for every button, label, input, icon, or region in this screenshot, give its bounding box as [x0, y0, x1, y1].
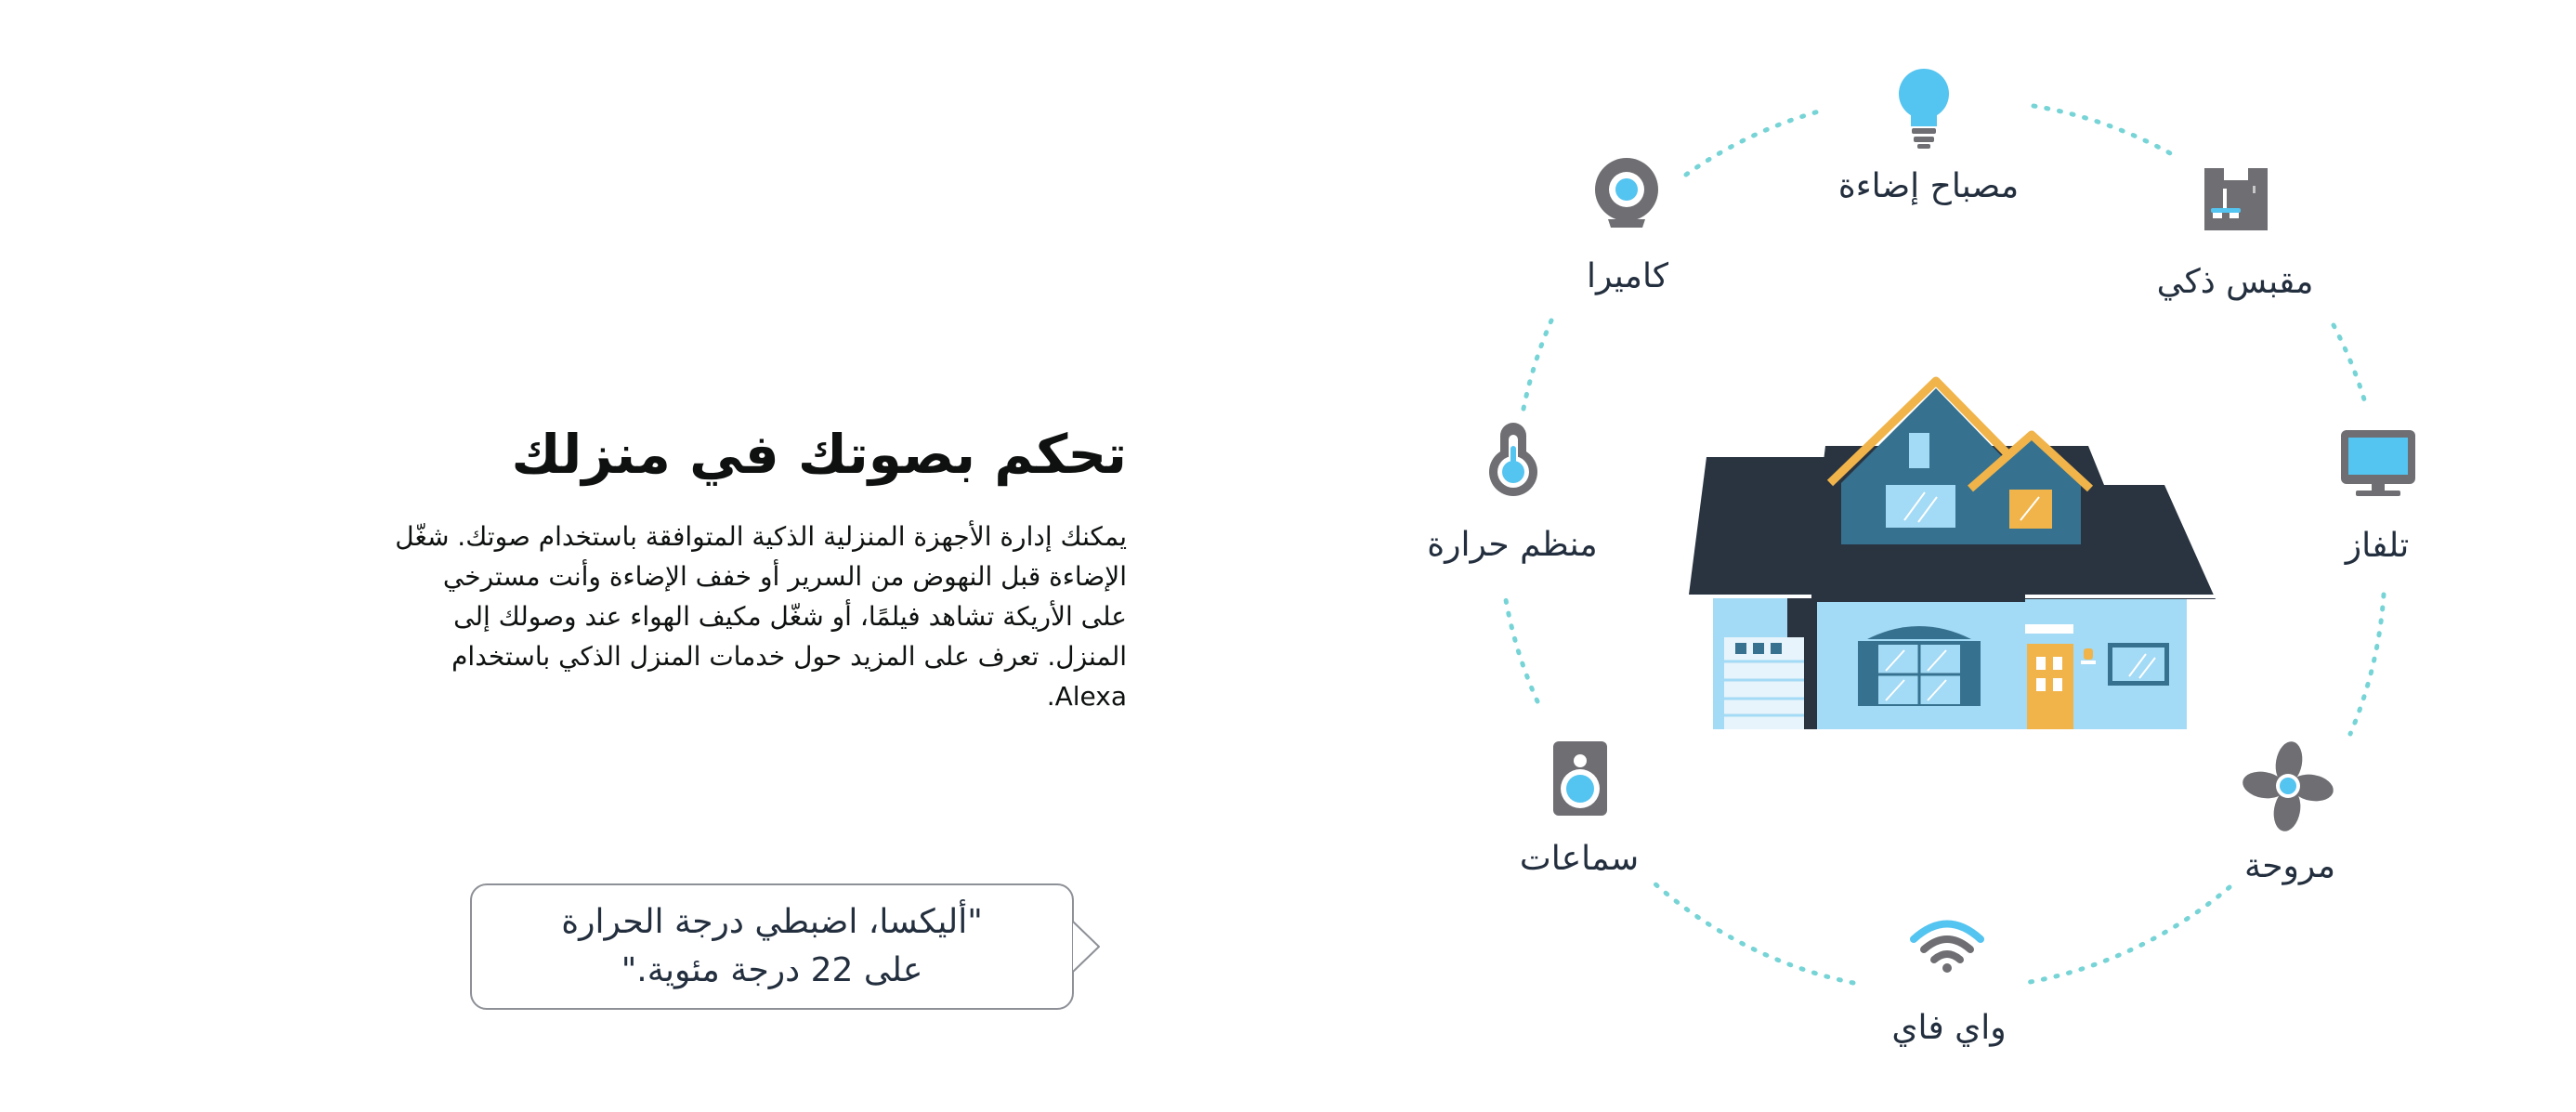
- section-description: يمكنك إدارة الأجهزة المنزلية الذكية المتوافقة باستخدام صوتك. شغّل الإضاءة قبل النهوض من السرير أو خفف الإضاءة وأنت مسترخي على الأريكة تشاهد فيلمًا، أو شغّل مكيف الهواء عند وصولك إلى المنزل. تعرف على المزيد حول خدمات المنزل الذكي باستخدام Alexa.: [395, 521, 1127, 712]
- smart-plug-label: مقبس ذكي: [2156, 263, 2314, 301]
- camera-icon: [1595, 158, 1658, 228]
- smart-plug-icon: [2204, 168, 2268, 230]
- voice-command-line-1: "أليكسا، اضبطي درجة الحرارة: [561, 903, 983, 941]
- camera-label: كاميرا: [1586, 257, 1669, 295]
- light-bulb-icon: [1899, 69, 1949, 149]
- thermometer-icon: [1489, 423, 1537, 496]
- fan-icon: [2241, 739, 2335, 833]
- wifi-icon: [1914, 924, 1981, 974]
- house-illustration: [1689, 381, 2216, 729]
- fan-label: مروحة: [2243, 847, 2336, 885]
- thermostat-label: منظم حرارة: [1427, 526, 1598, 564]
- wifi-label: واي فاي: [1891, 1009, 2007, 1047]
- tv-icon: [2341, 430, 2415, 496]
- voice-command-line-2: على 22 درجة مئوية.": [621, 951, 923, 989]
- light-bulb-label: مصباح إضاءة: [1837, 167, 2020, 205]
- section-heading: تحكم بصوتك في منزلك: [511, 423, 1127, 486]
- speakers-label: سماعات: [1519, 840, 1640, 878]
- tv-label: تلفاز: [2345, 527, 2410, 565]
- speaker-icon: [1553, 741, 1607, 816]
